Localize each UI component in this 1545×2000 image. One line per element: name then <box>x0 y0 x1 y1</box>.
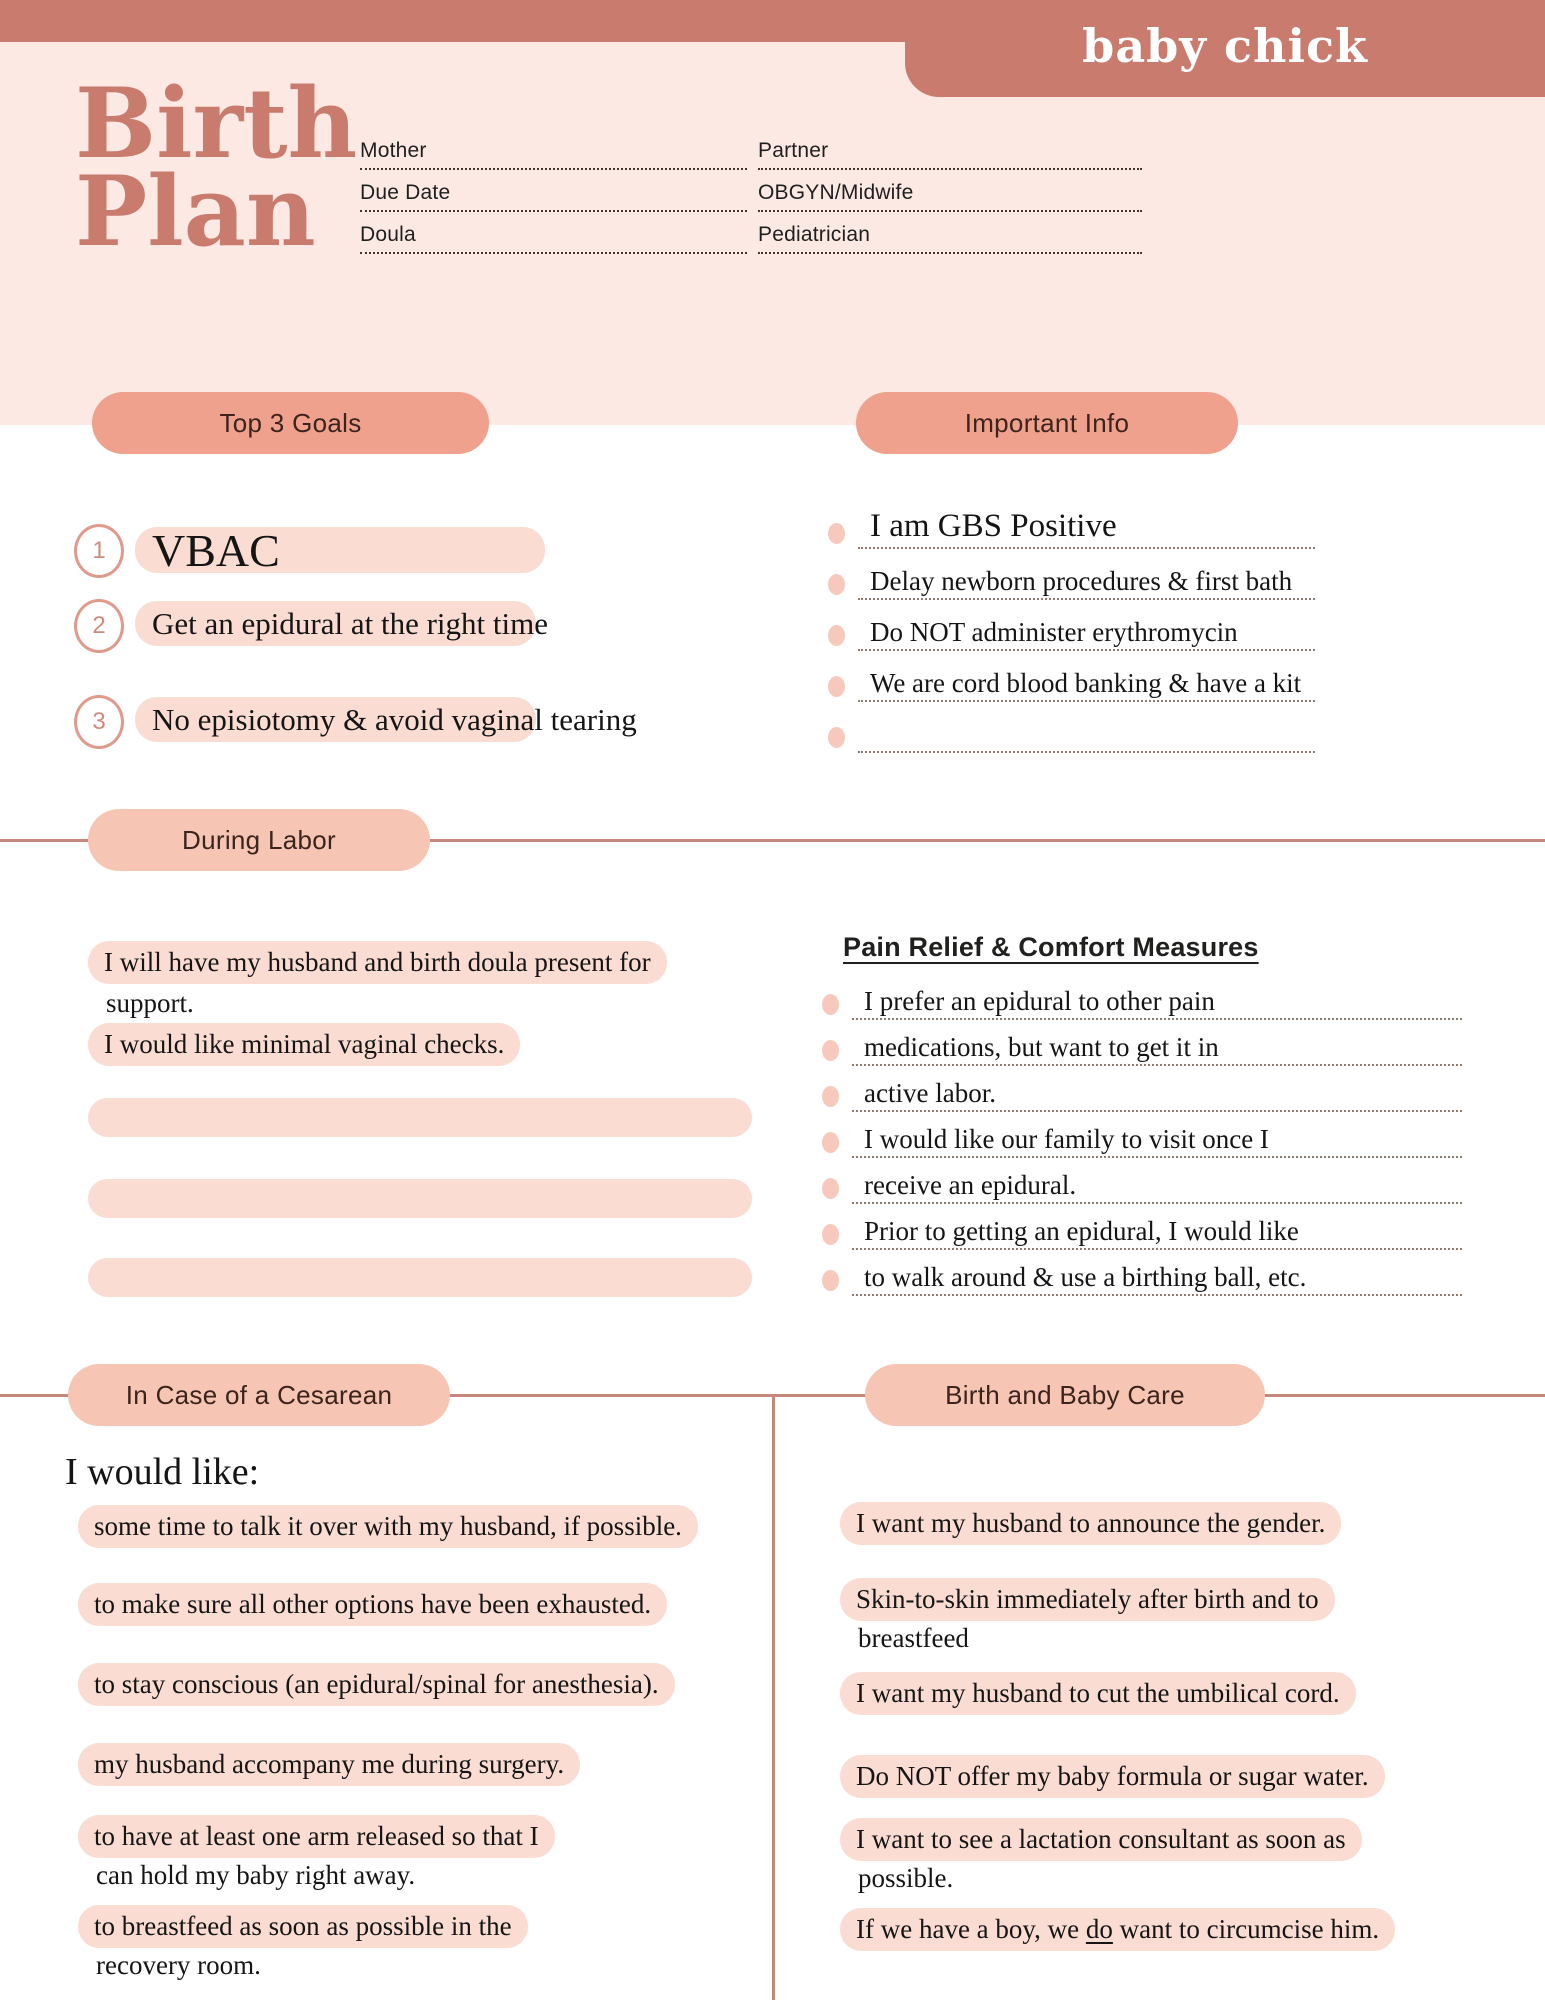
cesarean-item-highlight: to make sure all other options have been exhausted. <box>78 1583 667 1626</box>
baby-care-item <box>840 1672 1356 1715</box>
cesarean-item-highlight: to breastfeed as soon as possible in the <box>78 1905 528 1948</box>
pain-relief-row <box>822 1066 1462 1112</box>
baby-care-item-pre: If we have a boy, we <box>856 1914 1086 1944</box>
pain-relief-row <box>822 1020 1462 1066</box>
important-info-line-empty[interactable] <box>858 748 1315 753</box>
bullet-dot-icon <box>822 1086 839 1107</box>
baby-care-item-rest: possible. <box>858 1863 954 1893</box>
baby-care-item-rest: breastfeed <box>858 1623 969 1653</box>
pain-relief-row <box>822 1204 1462 1250</box>
pain-relief-text: Prior to getting an epidural, I would like <box>864 1215 1299 1246</box>
field-doula[interactable] <box>360 212 747 254</box>
bullet-dot-icon <box>828 625 845 646</box>
goal-number-3: 3 <box>92 708 106 735</box>
field-partner-label: Partner <box>758 139 829 162</box>
empty-note-row[interactable] <box>88 1179 752 1218</box>
field-partner[interactable] <box>758 128 1142 170</box>
cesarean-item-highlight: some time to talk it over with my husband, if possible. <box>78 1505 698 1548</box>
baby-care-item-highlight: I want to see a lactation consultant as soon as <box>840 1818 1362 1861</box>
field-doula-label: Doula <box>360 223 416 246</box>
field-pediatrician-label: Pediatrician <box>758 223 871 246</box>
goal-text-1: VBAC <box>152 525 280 576</box>
baby-care-item-highlight: I want my husband to cut the umbilical cord. <box>840 1672 1356 1715</box>
empty-note-row[interactable] <box>88 1258 752 1297</box>
cesarean-item <box>78 1815 555 1858</box>
column-divider <box>772 1394 775 2000</box>
page-title-line2: Plan <box>75 155 316 269</box>
baby-care-item <box>840 1755 1385 1798</box>
important-info-row <box>828 498 1315 549</box>
goal-number-badge <box>74 599 124 653</box>
pain-relief-line[interactable] <box>852 1217 1462 1250</box>
goal-number-badge <box>74 524 124 578</box>
pain-relief-row <box>822 1112 1462 1158</box>
section-pill-important-info <box>856 392 1238 454</box>
important-info-row <box>828 651 1315 702</box>
section-pill-cesarean <box>68 1364 450 1426</box>
labor-note-row <box>88 1023 520 1066</box>
important-info-line[interactable] <box>858 669 1315 702</box>
pain-relief-row <box>822 1158 1462 1204</box>
pain-relief-line[interactable] <box>852 987 1462 1020</box>
important-info-row <box>828 702 1315 753</box>
bullet-dot-icon <box>822 1224 839 1245</box>
baby-care-item <box>840 1818 1362 1861</box>
baby-care-item <box>840 1908 1395 1951</box>
important-info-text: We are cord blood banking & have a kit <box>870 667 1302 698</box>
important-info-text: I am GBS Positive <box>870 508 1117 545</box>
cesarean-item <box>78 1505 698 1548</box>
goal-text-3: No episiotomy & avoid vaginal tearing <box>152 702 637 737</box>
goal-number-1: 1 <box>92 537 106 564</box>
baby-care-item <box>840 1578 1335 1621</box>
bullet-dot-icon <box>828 676 845 697</box>
pain-relief-row <box>822 1250 1462 1296</box>
section-pill-top3goals <box>92 392 489 454</box>
section-pill-baby-care-label: Birth and Baby Care <box>945 1379 1185 1410</box>
section-pill-important-info-label: Important Info <box>964 407 1130 438</box>
section-pill-cesarean-label: In Case of a Cesarean <box>125 1379 393 1410</box>
bullet-dot-icon <box>822 1040 839 1061</box>
cesarean-item <box>78 1905 528 1948</box>
pain-relief-line[interactable] <box>852 1171 1462 1204</box>
pain-relief-text: I prefer an epidural to other pain <box>864 985 1215 1016</box>
section-pill-during-labor <box>88 809 430 871</box>
baby-care-item-post: want to circumcise him. <box>1112 1914 1380 1944</box>
important-info-line[interactable] <box>858 567 1315 600</box>
labor-note-highlight: I would like minimal vaginal checks. <box>88 1023 520 1066</box>
pain-relief-text: medications, but want to get it in <box>864 1031 1219 1062</box>
pain-relief-heading: Pain Relief & Comfort Measures <box>843 932 1259 962</box>
pain-relief-line[interactable] <box>852 1079 1462 1112</box>
field-obgyn[interactable] <box>758 170 1142 212</box>
pain-relief-row <box>822 974 1462 1020</box>
pain-relief-text: active labor. <box>864 1077 996 1108</box>
bullet-dot-icon <box>822 1270 839 1291</box>
field-obgyn-label: OBGYN/Midwife <box>758 181 914 204</box>
goal-number-badge <box>74 695 124 749</box>
field-due-date[interactable] <box>360 170 747 212</box>
pain-relief-line[interactable] <box>852 1125 1462 1158</box>
field-pediatrician[interactable] <box>758 212 1142 254</box>
cesarean-item <box>78 1663 675 1706</box>
important-info-text: Do NOT administer erythromycin <box>870 616 1238 647</box>
section-pill-during-labor-label: During Labor <box>182 824 336 855</box>
fields-left-column <box>360 128 747 254</box>
labor-note-highlight: I will have my husband and birth doula present for <box>88 941 667 984</box>
brand-logo-tab <box>905 0 1545 97</box>
baby-care-item-underlined: do <box>1085 1914 1113 1944</box>
bullet-dot-icon <box>828 523 845 544</box>
cesarean-item-highlight: to have at least one arm released so that I <box>78 1815 555 1858</box>
important-info-text <box>858 748 870 751</box>
field-mother-label: Mother <box>360 139 427 162</box>
pain-relief-text: I would like our family to visit once I <box>864 1123 1269 1154</box>
pain-relief-text: to walk around & use a birthing ball, etc. <box>864 1261 1307 1292</box>
important-info-line[interactable] <box>858 618 1315 651</box>
empty-note-row[interactable] <box>88 1098 752 1137</box>
field-mother[interactable] <box>360 128 747 170</box>
labor-note-rest: support. <box>106 988 194 1018</box>
bullet-dot-icon <box>822 994 839 1015</box>
cesarean-item <box>78 1583 667 1626</box>
page-title-line1: Birth <box>75 67 358 180</box>
labor-note-row <box>88 941 667 984</box>
baby-care-item-highlight: Skin-to-skin immediately after birth and to <box>840 1578 1335 1621</box>
brand-logo: baby chick <box>1082 18 1368 73</box>
important-info-text: Delay newborn procedures & first bath <box>870 565 1293 596</box>
important-info-row <box>828 549 1315 600</box>
pain-relief-line[interactable] <box>852 1033 1462 1066</box>
baby-care-item-highlight: I want my husband to announce the gender. <box>840 1502 1341 1545</box>
important-info-line[interactable] <box>858 509 1315 549</box>
pain-relief-list <box>822 974 1462 1296</box>
goal-number-2: 2 <box>92 612 106 639</box>
cesarean-item-rest: recovery room. <box>96 1950 261 1980</box>
baby-care-item-highlight <box>840 1908 1395 1951</box>
cesarean-item <box>78 1743 580 1786</box>
field-due-date-label: Due Date <box>360 181 451 204</box>
pain-relief-line[interactable] <box>852 1263 1462 1296</box>
important-info-row <box>828 600 1315 651</box>
cesarean-intro: I would like: <box>65 1451 260 1493</box>
bullet-dot-icon <box>822 1178 839 1199</box>
baby-care-item <box>840 1502 1341 1545</box>
section-pill-top3goals-label: Top 3 Goals <box>219 407 362 438</box>
goal-text-2: Get an epidural at the right time <box>152 606 548 641</box>
fields-right-column <box>758 128 1142 254</box>
cesarean-item-highlight: to stay conscious (an epidural/spinal for anesthesia). <box>78 1663 675 1706</box>
cesarean-item-highlight: my husband accompany me during surgery. <box>78 1743 580 1786</box>
bullet-dot-icon <box>822 1132 839 1153</box>
bullet-dot-icon <box>828 727 845 748</box>
pain-relief-text: receive an epidural. <box>864 1169 1077 1200</box>
section-pill-baby-care <box>865 1364 1265 1426</box>
cesarean-item-rest: can hold my baby right away. <box>96 1860 416 1890</box>
important-info-list <box>828 498 1315 753</box>
bullet-dot-icon <box>828 574 845 595</box>
page-title <box>75 67 358 269</box>
baby-care-item-highlight: Do NOT offer my baby formula or sugar water. <box>840 1755 1385 1798</box>
